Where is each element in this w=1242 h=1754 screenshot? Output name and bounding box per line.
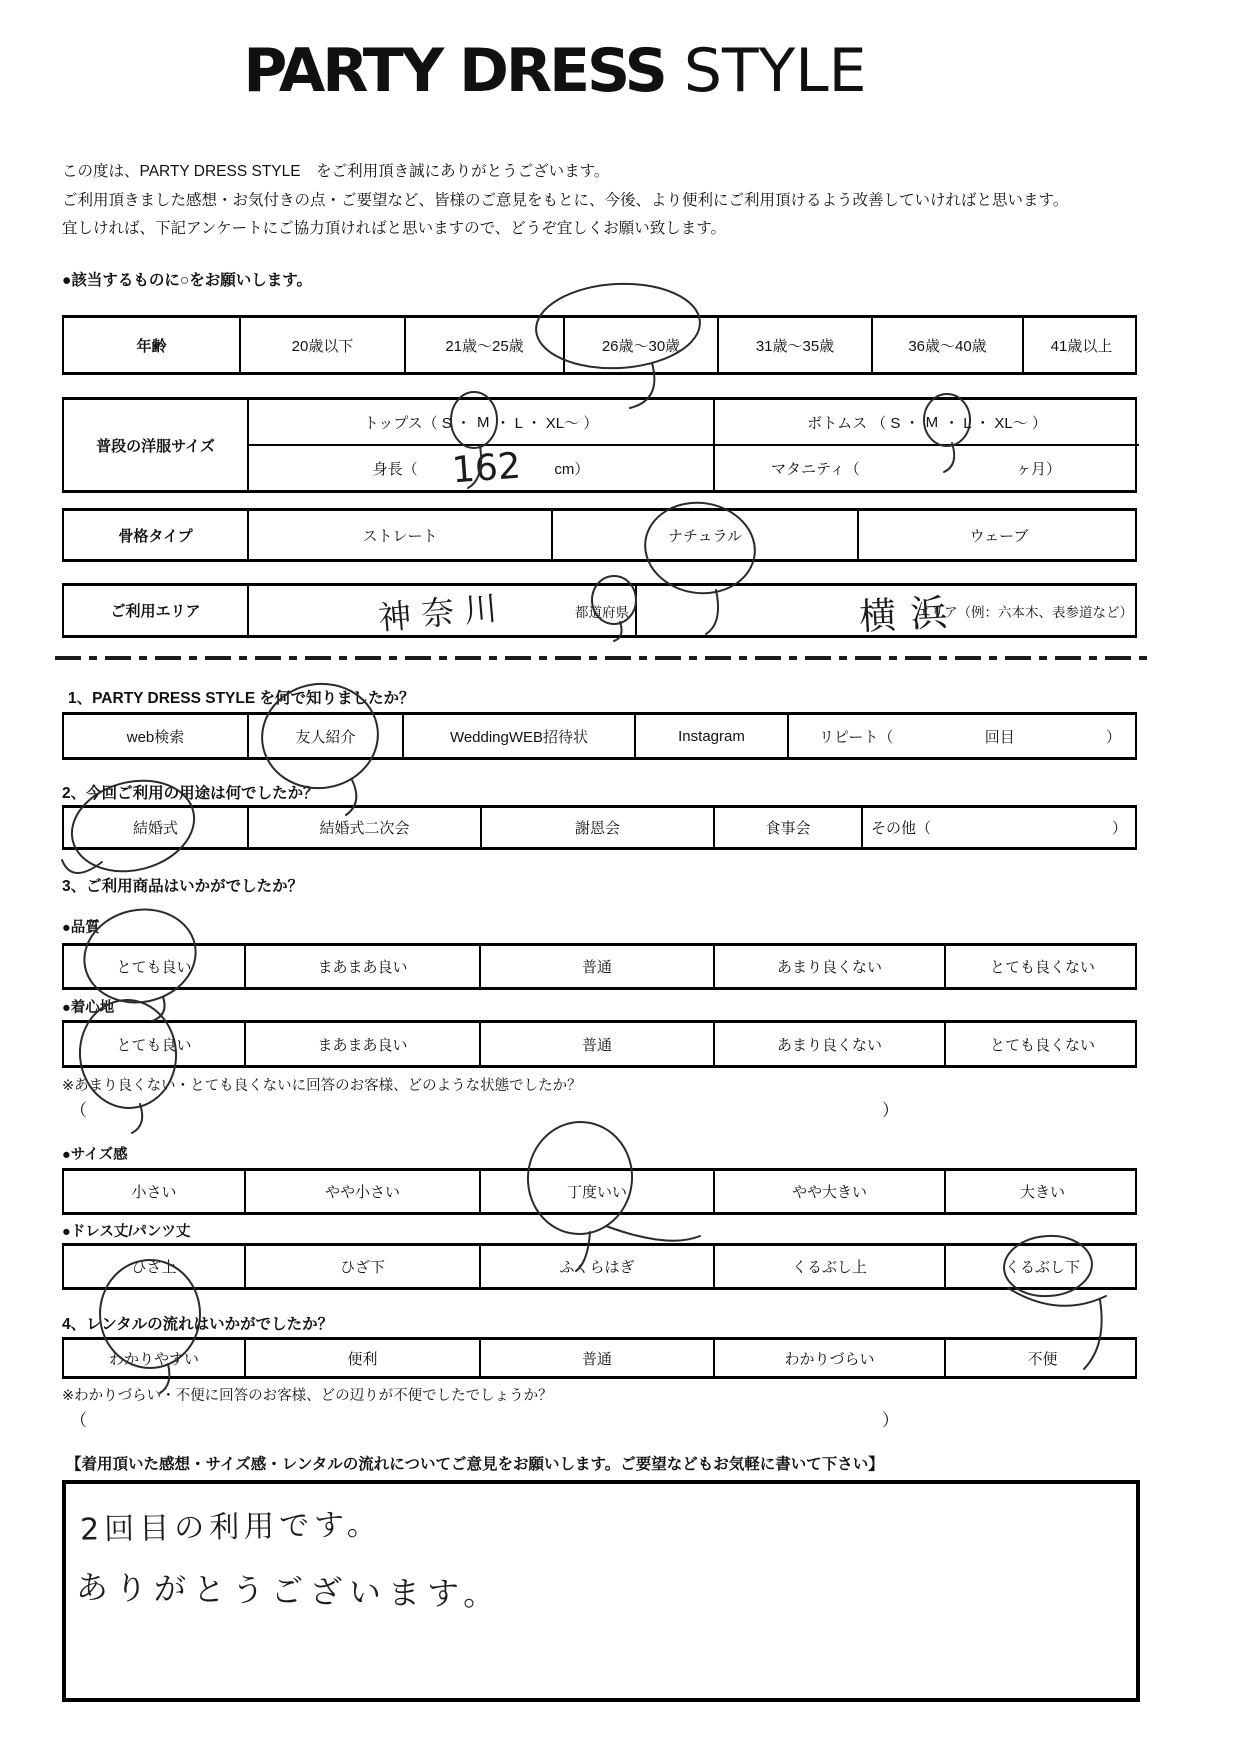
quality-option: 普通 [479,946,713,987]
q1-repeat-suffix: ） [1105,728,1121,746]
q1-repeat-mid: 回目 [984,728,1015,746]
maternity-unit: ヶ月） [1015,460,1061,478]
q2-other-suffix: ） [1111,820,1127,837]
q4-option: 普通 [479,1340,713,1376]
q2-option: 謝恩会 [480,808,713,847]
q1-table [62,712,1137,760]
age-option: 31歳～35歳 [717,318,871,372]
height-label: 身長（ [372,460,418,478]
comfort-note: ※あまり良くない・とても良くないに回答のお客様、どのような状態でしたか？ [62,1078,582,1094]
fit-table [62,1168,1137,1215]
comfort-note-paren-open: （ [70,1101,87,1120]
height-value-handwritten: 162 [450,445,522,491]
q4-note-paren-close: ） [882,1411,899,1430]
length-option: ひざ上 [131,1259,177,1276]
comfort-note-paren-close: ） [882,1101,899,1120]
page-title [0,38,1110,104]
comfort-option: 普通 [479,1023,713,1065]
age-option-selected: 26歳～30歳 [563,318,717,372]
q1-option: web検索 [126,728,185,746]
comfort-option-selected: とても良い [116,1036,192,1054]
q2-option: 結婚式二次会 [247,808,480,847]
quality-option: とても良くない [944,946,1139,987]
q4-note: ※わかりづらい・不便に回答のお客様、どの辺りが不便でしたでしょうか？ [62,1388,553,1404]
prefecture-label: 都道府県 [575,604,629,620]
length-option-selected: くるぶし下 [944,1246,1139,1287]
skeleton-label: 骨格タイプ [118,527,193,545]
intro-line-2: ご利用頂きました感想・お気付きの点・ご要望など、皆様のご意見をもとに、今後、より便利にご利用頂けるよう改善していければと思います。 [62,191,1069,209]
tops-prefix: トップス（ S ・ [363,414,471,432]
height-row [249,446,713,490]
age-option: 21歳～25歳 [404,318,563,372]
area-label: ご利用エリア [110,603,201,620]
fit-option-selected: 丁度いい [479,1171,713,1212]
age-option: 41歳以上 [1022,318,1139,372]
height-unit: cm） [554,460,590,478]
circle-length-tail-right [1008,1288,1106,1306]
q2-option-selected: 結婚式 [132,820,178,837]
intro-line-3: 宜しければ、下記アンケートにご協力頂ければと思いますので、どうぞ宜しくお願い致します。 [62,220,727,238]
bottoms-suffix: ・ L ・ XL～ ） [944,414,1047,432]
city-area-cell [635,586,1139,639]
circle-fit-tail-right [606,1226,700,1241]
circle-q2-tail [62,860,102,873]
usage-area-table [62,583,1137,638]
q2-table [62,805,1137,850]
intro-line-1: この度は、PARTY DRESS STYLE をご利用頂き誠にありがとうございます。 [62,163,610,180]
comfort-option: あまり良くない [713,1023,944,1065]
q4-option: 不便 [944,1340,1139,1376]
comment-heading: 【着用頂いた感想・サイズ感・レンタルの流れについてご意見をお願いします。ご要望などもお気軽に書いて下さい】 [66,1456,884,1473]
maternity-row [715,446,1139,490]
age-label: 年齢 [136,337,167,355]
length-table [62,1243,1137,1290]
page-title-light: STYLE [664,36,867,106]
fit-option: やや小さい [244,1171,479,1212]
skeleton-option: ストレート [247,511,551,559]
q1-repeat-prefix: リピート（ [819,728,894,746]
quality-label: ●品質 [62,920,100,936]
q4-option: わかりづらい [713,1340,944,1376]
dashed-divider [55,656,1147,660]
q1-repeat-cell [787,715,1139,757]
area-hint: エリア（例：六本木、表参道など） [917,604,1133,620]
quality-table [62,943,1137,990]
bottoms-size-row [715,400,1139,446]
prefecture-cell [247,586,635,638]
tops-suffix: ・ L ・ XL～ ） [495,414,599,432]
comment-line-2: ありがとうございます。 [75,1568,503,1614]
circle-quality-tail [152,997,165,1021]
prefecture-handwritten: 神奈川 [376,587,509,638]
tops-size-row [249,400,713,446]
q2-title: 2、今回ご利用の用途は何でしたか？ [62,785,319,802]
size-label: 普段の洋服サイズ [96,437,215,455]
q2-other-cell [861,808,1139,847]
age-option: 36歳～40歳 [871,318,1022,372]
fit-option: 大きい [944,1171,1139,1212]
q4-note-paren-open: （ [70,1411,87,1430]
intro-paragraph [62,158,1137,244]
q4-table [62,1337,1137,1379]
q4-title: 4、レンタルの流れはいかがでしたか？ [62,1316,334,1333]
q4-option-selected: わかりやすい [108,1350,199,1368]
clothing-size-table [62,397,1137,493]
comfort-label: ●着心地 [62,1000,115,1016]
q1-option: Instagram [634,715,787,757]
bottoms-selected-size: M [925,413,939,431]
city-handwritten: 横浜 [858,589,963,639]
comfort-table [62,1020,1137,1068]
q1-option: WeddingWEB招待状 [402,715,634,757]
maternity-label: マタニティ（ [771,460,860,478]
length-option: ひざ下 [244,1246,479,1287]
skeleton-type-table [62,508,1137,562]
q2-option: 食事会 [713,808,861,847]
q1-title: 1、PARTY DRESS STYLE を何で知りましたか？ [68,690,415,707]
page-title-bold: PARTY DRESS [243,36,665,106]
fit-option: やや大きい [713,1171,944,1212]
length-label: ●ドレス丈/パンツ丈 [62,1224,191,1240]
circle-comfort-tail [132,1104,142,1133]
fit-option: 小さい [131,1184,177,1201]
age-table [62,315,1137,375]
q4-option: 便利 [244,1340,479,1376]
quality-option: まあまあ良い [244,946,479,987]
skeleton-option-selected: ナチュラル [551,511,857,559]
length-option: ふくらはぎ [479,1246,713,1287]
comfort-option: とても良くない [944,1023,1139,1065]
length-option: くるぶし上 [713,1246,944,1287]
comment-line-1: 2回目の利用です。 [79,1507,383,1548]
tops-selected-size: M [476,413,490,431]
skeleton-option: ウェーブ [857,511,1139,559]
age-option: 20歳以下 [239,318,404,372]
instruction-heading: ●該当するものに○をお願いします。 [62,272,312,289]
quality-option: あまり良くない [713,946,944,987]
bottoms-prefix: ボトムス （ S ・ [807,414,920,432]
q3-title: 3、ご利用商品はいかがでしたか？ [62,878,304,895]
comfort-option: まあまあ良い [244,1023,479,1065]
quality-option-selected: とても良い [116,959,192,976]
q1-option-selected: 友人紹介 [247,715,402,757]
q2-other-prefix: その他（ [871,820,932,837]
fit-label: ●サイズ感 [62,1147,128,1163]
